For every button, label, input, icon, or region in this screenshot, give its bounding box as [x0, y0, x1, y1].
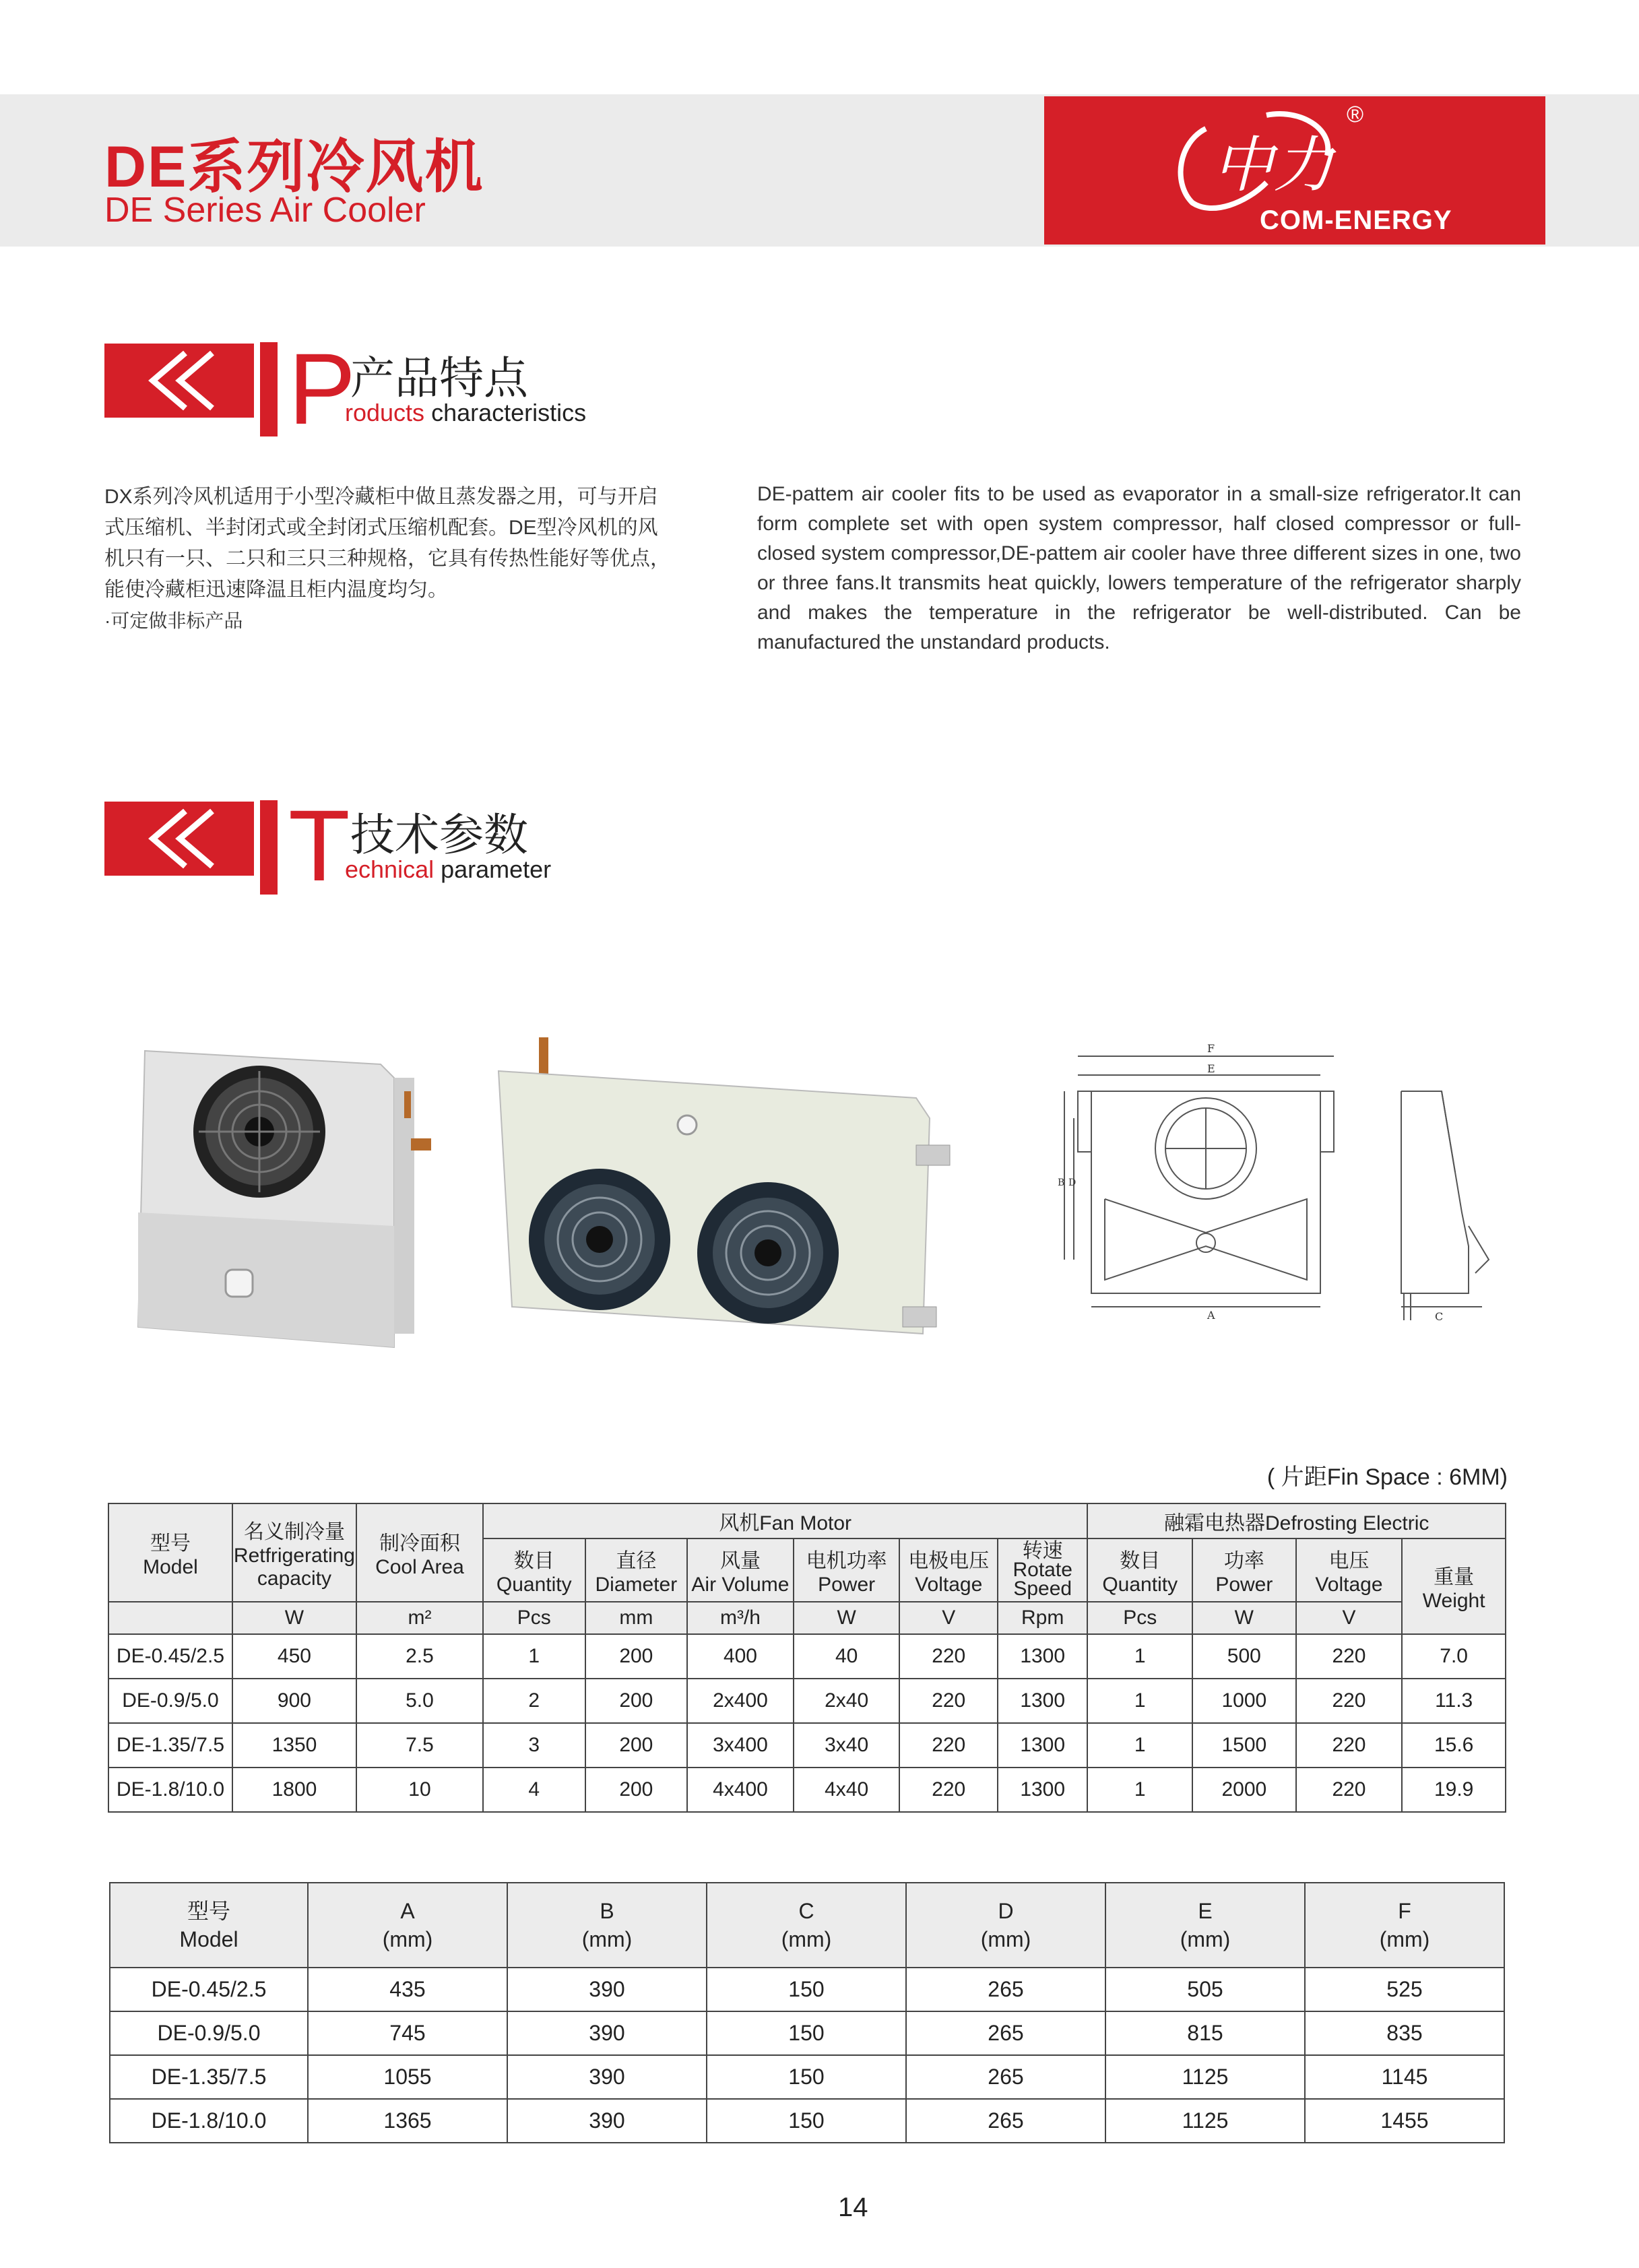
unit-cell: mm [585, 1602, 688, 1634]
double-chevron-left-icon [104, 344, 254, 418]
dim-label-d: D [1068, 1177, 1076, 1188]
brand-logo-icon [1165, 102, 1341, 216]
dimension-table [109, 1882, 1505, 2143]
table-row: DE-0.45/2.5 450 2.5 1 200 400 40 220 1300 1 500 220 7.0 [108, 1634, 1506, 1679]
registered-mark: ® [1346, 102, 1363, 127]
table-row: DE-0.9/5.0 745 390 150 265 815 835 [110, 2011, 1504, 2055]
brand-logo-text: 中力 [1213, 130, 1334, 201]
unit-cell: m² [356, 1602, 483, 1634]
section-products-title-cn: 产品特点 [350, 353, 528, 403]
unit-cell: m³/h [687, 1602, 794, 1634]
header-model: 型号 Model [108, 1503, 232, 1602]
header-fan-power: 电机功率 Power [794, 1538, 900, 1602]
table-row: DE-1.8/10.0 1800 10 4 200 4x400 4x40 220 1300 1 2000 220 19.9 [108, 1768, 1506, 1812]
header-dim-e: E (mm) [1105, 1883, 1305, 1968]
brand-name: COM-ENERGY [1260, 205, 1452, 235]
double-chevron-left-icon [104, 802, 254, 876]
header-defrost-quantity: 数目 Quantity [1087, 1538, 1192, 1602]
section-technical-title-cn: 技术参数 [350, 810, 528, 860]
section-products-mark [104, 344, 254, 418]
unit-cell: W [794, 1602, 900, 1634]
header-fan-speed: 转速 Rotate Speed [998, 1538, 1087, 1602]
section-products-title-en: roducts characteristics [345, 399, 587, 426]
table-row: DE-0.9/5.0 900 5.0 2 200 2x400 2x40 220 1300 1 1000 220 11.3 [108, 1679, 1506, 1723]
page-title-en: DE Series Air Cooler [104, 191, 426, 230]
header-fan-motor: 风机Fan Motor [483, 1503, 1087, 1538]
unit-cell: Rpm [998, 1602, 1087, 1634]
front-dimension-drawing [1051, 1037, 1347, 1327]
dim-label-c: C [1435, 1310, 1444, 1323]
header-dim-a: A (mm) [308, 1883, 507, 1968]
unit-cell: W [232, 1602, 356, 1634]
dim-label-a: A [1207, 1309, 1215, 1322]
double-fan-unit-image [485, 1037, 963, 1354]
dim-label-b: B [1058, 1177, 1065, 1188]
side-dimension-drawing [1394, 1078, 1529, 1327]
page-title-cn: DE系列冷风机 [104, 135, 484, 199]
header-fan-quantity: 数目 Quantity [483, 1538, 585, 1602]
header-dim-c: C (mm) [707, 1883, 906, 1968]
header-dim-b: B (mm) [507, 1883, 707, 1968]
unit-cell: W [1192, 1602, 1296, 1634]
header-model: 型号 Model [110, 1883, 308, 1968]
technical-parameter-table [108, 1503, 1506, 1813]
section-technical-letter: T [288, 789, 350, 902]
header-capacity: 名义制冷量 Retfrigerating capacity [232, 1503, 356, 1602]
section-technical-mark [104, 802, 254, 876]
header-defrost-voltage: 电压 Voltage [1296, 1538, 1403, 1602]
unit-cell: Pcs [483, 1602, 585, 1634]
header-cool-area: 制冷面积 Cool Area [356, 1503, 483, 1602]
unit-cell: Pcs [1087, 1602, 1192, 1634]
header-dim-f: F (mm) [1305, 1883, 1504, 1968]
section-products-bar [260, 342, 278, 436]
brand-logo-block [1044, 96, 1545, 245]
header-fan-air-volume: 风量 Air Volume [687, 1538, 794, 1602]
table-row: DE-0.45/2.5 435 390 150 265 505 525 [110, 1968, 1504, 2011]
table-row: DE-1.35/7.5 1055 390 150 265 1125 1145 [110, 2055, 1504, 2099]
unit-cell: V [1296, 1602, 1403, 1634]
description-cn: DX系列冷风机适用于小型冷藏柜中做且蒸发器之用，可与开启 式压缩机、半封闭式或全封闭式压缩机配套。DE型冷风机的风 机只有一只、二只和三只三种规格，它具有传热性能好等优点， 能使冷藏柜迅速降温且柜内温度均匀。 ·可定做非标产品 [104, 482, 717, 637]
description-en: DE-pattem air cooler fits to be used as evaporator in a small-size refrigerator.It can form complete set with open system compressor, half closed compressor or full-closed system compressor,DE-pattem air cooler have three different sizes in one, two or three fans.It transmits heat quickly, lowers temperature of the refrigerator sharply and makes the temperature in the refrigerator be well-distributed. Can be manufactured the unstandard products. [757, 483, 1521, 653]
fin-space-note: ( 片距Fin Space : 6MM) [1266, 1464, 1508, 1490]
header-defrosting: 融霜电热器Defrosting Electric [1087, 1503, 1506, 1538]
table-row: DE-1.8/10.0 1365 390 150 265 1125 1455 [110, 2099, 1504, 2143]
header-fan-diameter: 直径 Diameter [585, 1538, 688, 1602]
dim-label-f: F [1207, 1042, 1215, 1055]
single-fan-unit-image [125, 1037, 448, 1354]
header-defrost-power: 功率 Power [1192, 1538, 1296, 1602]
header-dim-d: D (mm) [906, 1883, 1105, 1968]
section-products-letter: P [288, 332, 356, 445]
page-number: 14 [838, 2193, 868, 2222]
custom-note: ·可定做非标产品 [104, 610, 243, 631]
section-technical-title-en: echnical parameter [345, 855, 552, 883]
table-row: DE-1.35/7.5 1350 7.5 3 200 3x400 3x40 220 1300 1 1500 220 15.6 [108, 1723, 1506, 1768]
header-weight: 重量 Weight [1402, 1538, 1506, 1634]
unit-blank [108, 1602, 232, 1634]
section-technical-bar [260, 800, 278, 895]
header-fan-voltage: 电极电压 Voltage [899, 1538, 998, 1602]
dim-label-e: E [1207, 1062, 1215, 1075]
unit-cell: V [899, 1602, 998, 1634]
